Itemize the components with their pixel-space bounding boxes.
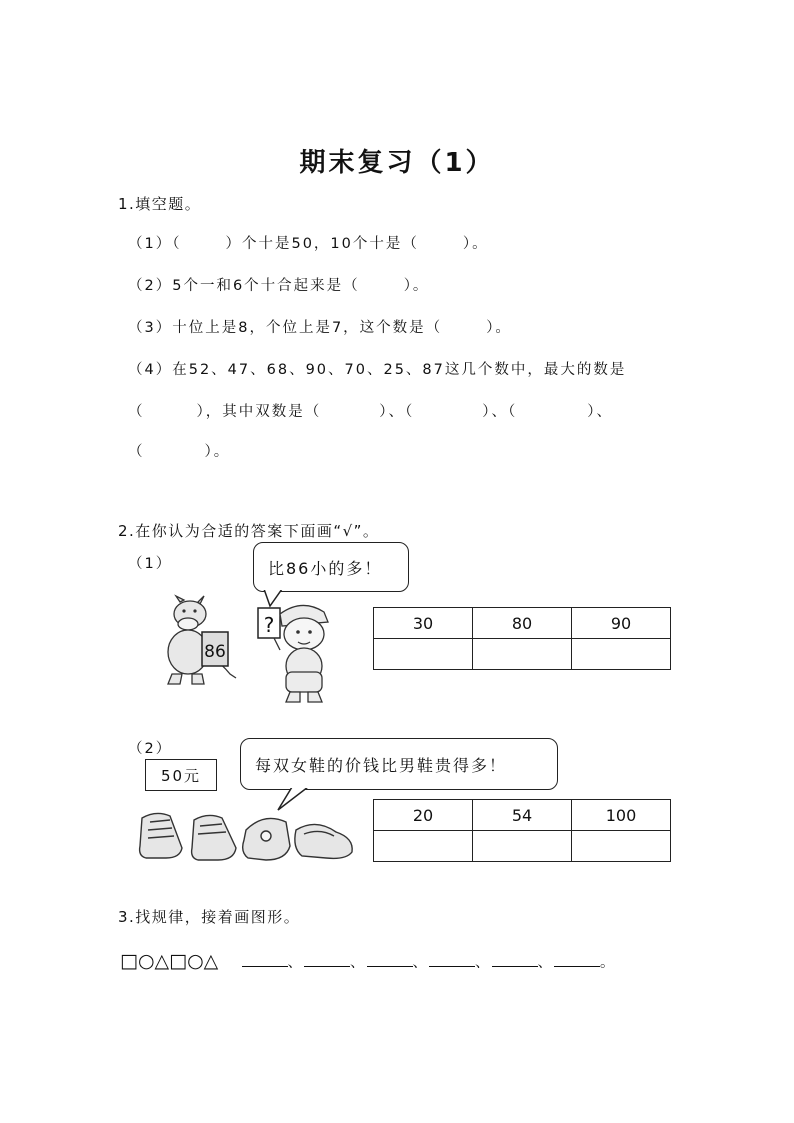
- speech-bubble-2-text: 每双女鞋的价钱比男鞋贵得多！: [255, 755, 508, 775]
- separator: 、: [412, 955, 430, 971]
- q1-line-6-part-a: （: [128, 444, 145, 460]
- question-card-text: ?: [263, 613, 275, 637]
- end-mark: 。: [600, 955, 617, 971]
- option-cell: 20: [374, 800, 473, 831]
- q3-pattern-line: [120, 950, 617, 972]
- answer-blank[interactable]: [304, 952, 350, 967]
- check-cell[interactable]: [374, 639, 473, 670]
- separator: 、: [287, 955, 305, 971]
- option-cell: 30: [374, 608, 473, 639]
- answer-blank[interactable]: [242, 952, 288, 967]
- option-cell: 90: [572, 608, 671, 639]
- q3-heading: 3.找规律，接着画图形。: [118, 908, 301, 926]
- q1-heading: 1.填空题。: [118, 195, 202, 213]
- q1-line-6-part-b: ）。: [204, 444, 231, 460]
- q1-line-2: [128, 274, 429, 295]
- q1-line-1-part-b: ）个十是50，10个十是（: [225, 236, 419, 252]
- kid-illustration: [256, 600, 338, 706]
- separator: 、: [350, 955, 367, 971]
- speech-bubble-1: [253, 542, 409, 592]
- q1-line-5-part-d: ）、（: [482, 404, 518, 420]
- check-cell[interactable]: [473, 639, 572, 670]
- number-card-text: 86: [204, 642, 226, 662]
- q2-part-2-label: （2）: [128, 741, 173, 757]
- q1-line-1-part-a: （1）（: [128, 236, 182, 252]
- option-cell: 54: [473, 800, 572, 831]
- q1-line-1: [128, 232, 489, 253]
- answer-blank[interactable]: [492, 952, 538, 967]
- q1-line-5-part-b: ），其中双数是（: [196, 404, 322, 420]
- q2-part-1-label: （1）: [128, 556, 173, 572]
- answer-table-1: [373, 607, 671, 670]
- speech-bubble-2: [240, 738, 558, 790]
- answer-table-2: [373, 799, 671, 862]
- q1-line-3-part-a: （3）十位上是8，个位上是7，这个数是（: [128, 320, 443, 336]
- q1-line-2-part-b: ）。: [403, 278, 430, 294]
- q1-line-3-part-b: ）。: [486, 320, 512, 336]
- check-cell[interactable]: [572, 831, 671, 862]
- answer-blank[interactable]: [429, 952, 475, 967]
- q1-line-4: （4）在52、47、68、90、70、25、87这几个数中，最大的数是: [128, 362, 627, 378]
- q1-line-1-part-c: ）。: [462, 236, 489, 252]
- price-text: 50元: [160, 766, 202, 785]
- q2-heading: 2.在你认为合适的答案下面画“√”。: [118, 522, 380, 540]
- option-cell: 100: [572, 800, 671, 831]
- q1-line-5-part-a: （: [128, 404, 145, 420]
- separator: 、: [475, 955, 492, 971]
- answer-blank[interactable]: [367, 952, 413, 967]
- shape-sequence: □○△□○△: [120, 950, 219, 972]
- speech-bubble-1-text: 比86小的多！: [268, 558, 383, 578]
- page-title: 期末复习（1）: [299, 148, 495, 178]
- q1-line-6: [128, 440, 230, 461]
- q1-line-5-part-c: ）、（: [379, 404, 415, 420]
- q1-line-5: [128, 400, 613, 421]
- check-cell[interactable]: [572, 639, 671, 670]
- check-cell[interactable]: [374, 831, 473, 862]
- price-box: [145, 759, 217, 791]
- shoes-illustration: [136, 808, 358, 864]
- separator: 、: [537, 955, 555, 971]
- option-cell: 80: [473, 608, 572, 639]
- q1-line-5-part-e: ）、: [587, 404, 613, 420]
- answer-blank[interactable]: [554, 952, 600, 967]
- q1-line-3: [128, 316, 512, 337]
- cow-illustration: [158, 594, 240, 686]
- check-cell[interactable]: [473, 831, 572, 862]
- q1-line-2-part-a: （2）5个一和6个十合起来是（: [128, 278, 360, 294]
